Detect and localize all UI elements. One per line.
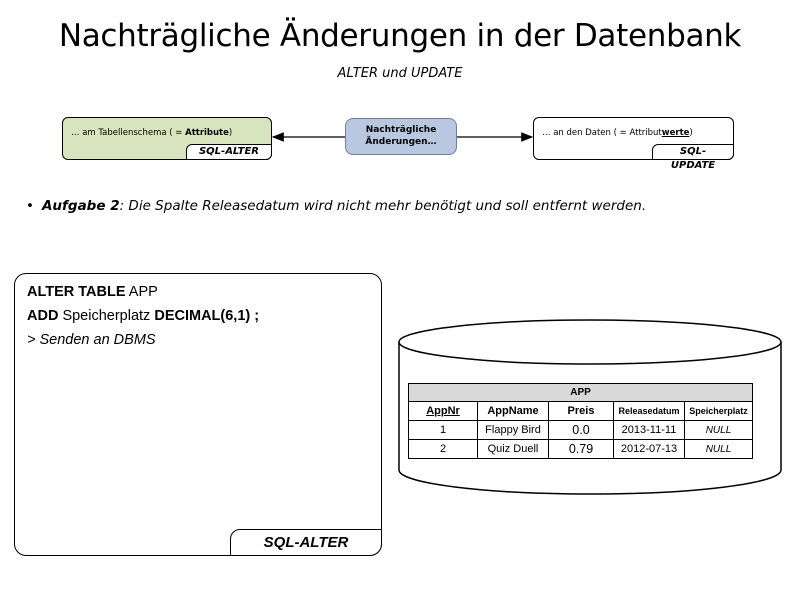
sql-code-card [14,273,382,556]
page-title: Nachträgliche Änderungen in der Datenbank [58,18,742,54]
cell-appnr: 1 [409,421,478,440]
data-change-box [533,117,734,171]
page-subtitle: ALTER und UPDATE [337,66,463,81]
code-line-1: ALTER TABLE APP [27,284,158,300]
cell-speicherplatz: NULL [685,440,753,459]
col-appname: AppName [478,402,549,421]
changes-box [345,118,457,155]
table-header-row [409,402,753,421]
bullet-dot: • [26,198,34,214]
sql-update-label: SQL-UPDATE [652,144,734,160]
table-name: APP [409,384,753,402]
schema-change-text: … am Tabellenschema ( = Attribute) [71,128,233,138]
cell-speicherplatz: NULL [685,421,753,440]
cell-releasedatum: 2013-11-11 [614,421,685,440]
changes-line2: Änderungen… [365,137,437,147]
sql-alter-tag: SQL-ALTER [230,529,382,556]
table-row [409,421,753,440]
schema-change-box [62,117,272,160]
app-table [408,383,753,459]
task-label: Aufgabe 2 [41,198,120,214]
changes-line1: Nachträgliche [365,125,437,135]
cell-preis: 0.79 [549,440,614,459]
data-change-text: … an den Daten ( = Attributwerte) [542,128,693,138]
table-row [409,440,753,459]
cell-appnr: 2 [409,440,478,459]
code-line-2: ADD Speicherplatz DECIMAL(6,1) ; [27,308,260,324]
task-text: : Die Spalte Releasedatum wird nicht mehr benötigt und soll entfernt werden. [119,198,647,214]
col-speicherplatz: Speicherplatz [685,402,753,421]
cell-appname: Flappy Bird [478,421,549,440]
sql-alter-label: SQL-ALTER [186,144,272,160]
task-bullet [26,198,646,214]
send-to-dbms[interactable]: > Senden an DBMS [27,332,156,348]
col-preis: Preis [549,402,614,421]
cell-releasedatum: 2012-07-13 [614,440,685,459]
col-appnr: AppNr [409,402,478,421]
cell-appname: Quiz Duell [478,440,549,459]
cell-preis: 0.0 [549,421,614,440]
col-releasedatum: Releasedatum [614,402,685,421]
